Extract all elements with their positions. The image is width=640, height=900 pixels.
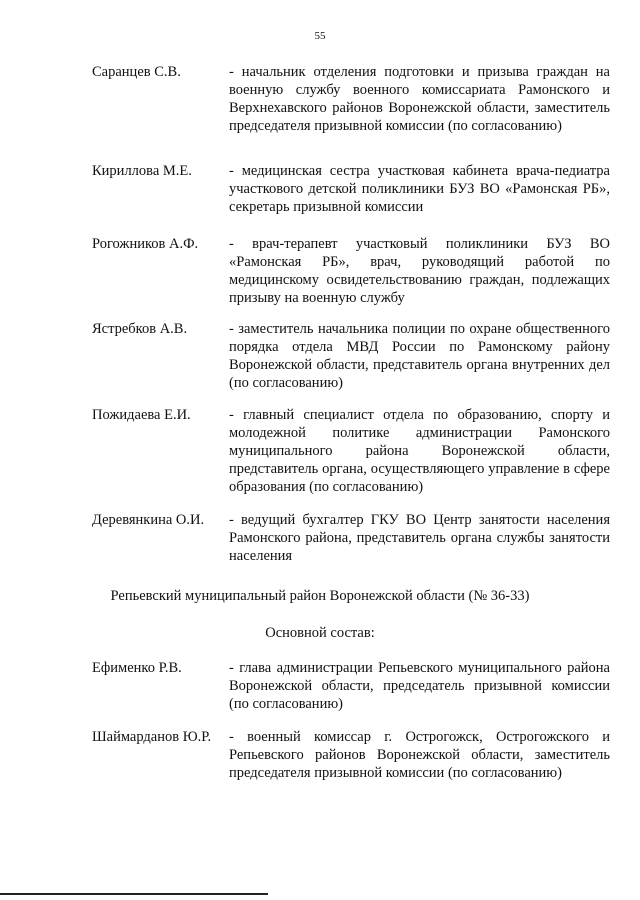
composition-heading: Основной состав: bbox=[265, 625, 375, 641]
member-position: - заместитель начальника полиции по охране общественного порядка отдела МВД России по Рамонскому району Воронежской области, представитель органа внутренних дел (по согласованию) bbox=[229, 321, 610, 391]
member-name: Деревянкина О.И. bbox=[92, 512, 205, 528]
member-name: Саранцев С.В. bbox=[92, 64, 181, 80]
member-position: - глава администрации Репьевского муниципального района Воронежской области, председатель призывной комиссии (по согласованию) bbox=[229, 660, 610, 712]
member-name: Шаймарданов Ю.Р. bbox=[92, 729, 212, 745]
member-position: - медицинская сестра участковая кабинета врача-педиатра участкового детской поликлиники БУЗ ВО «Рамонская РБ», секретарь призывной комиссии bbox=[229, 163, 610, 215]
page-number: 55 bbox=[314, 30, 326, 42]
member-name: Ефименко Р.В. bbox=[92, 660, 182, 676]
member-position: - военный комиссар г. Острогожск, Острогожского и Репьевского районов Воронежской области, заместитель председателя призывной комиссии (по согласованию) bbox=[229, 729, 610, 781]
member-name: Рогожников А.Ф. bbox=[92, 236, 199, 252]
member-name: Кириллова М.Е. bbox=[92, 163, 192, 179]
member-position: - врач-терапевт участковый поликлиники БУЗ ВО «Рамонская РБ», врач, руководящий работой по медицинскому освидетельствованию граждан, подлежащих призыву на военную службу bbox=[229, 236, 610, 306]
member-position: - ведущий бухгалтер ГКУ ВО Центр занятости населения Рамонского района, представитель органа службы занятости населения bbox=[229, 512, 610, 564]
footer-rule bbox=[0, 893, 268, 895]
district-heading: Репьевский муниципальный район Воронежской области (№ 36-33) bbox=[110, 588, 530, 604]
member-name: Пожидаева Е.И. bbox=[92, 407, 191, 423]
member-position: - начальник отделения подготовки и призыва граждан на военную службу военного комиссариата Рамонского и Верхнехавского районов Воронежской области, заместитель председателя призывной комиссии (по согласованию) bbox=[229, 64, 610, 134]
member-name: Ястребков А.В. bbox=[92, 321, 188, 337]
member-position: - главный специалист отдела по образованию, спорту и молодежной политике администрации Рамонского муниципального района Воронежской области, представитель органа, осуществляющего управление в сфере образования (по согласованию) bbox=[229, 407, 610, 495]
